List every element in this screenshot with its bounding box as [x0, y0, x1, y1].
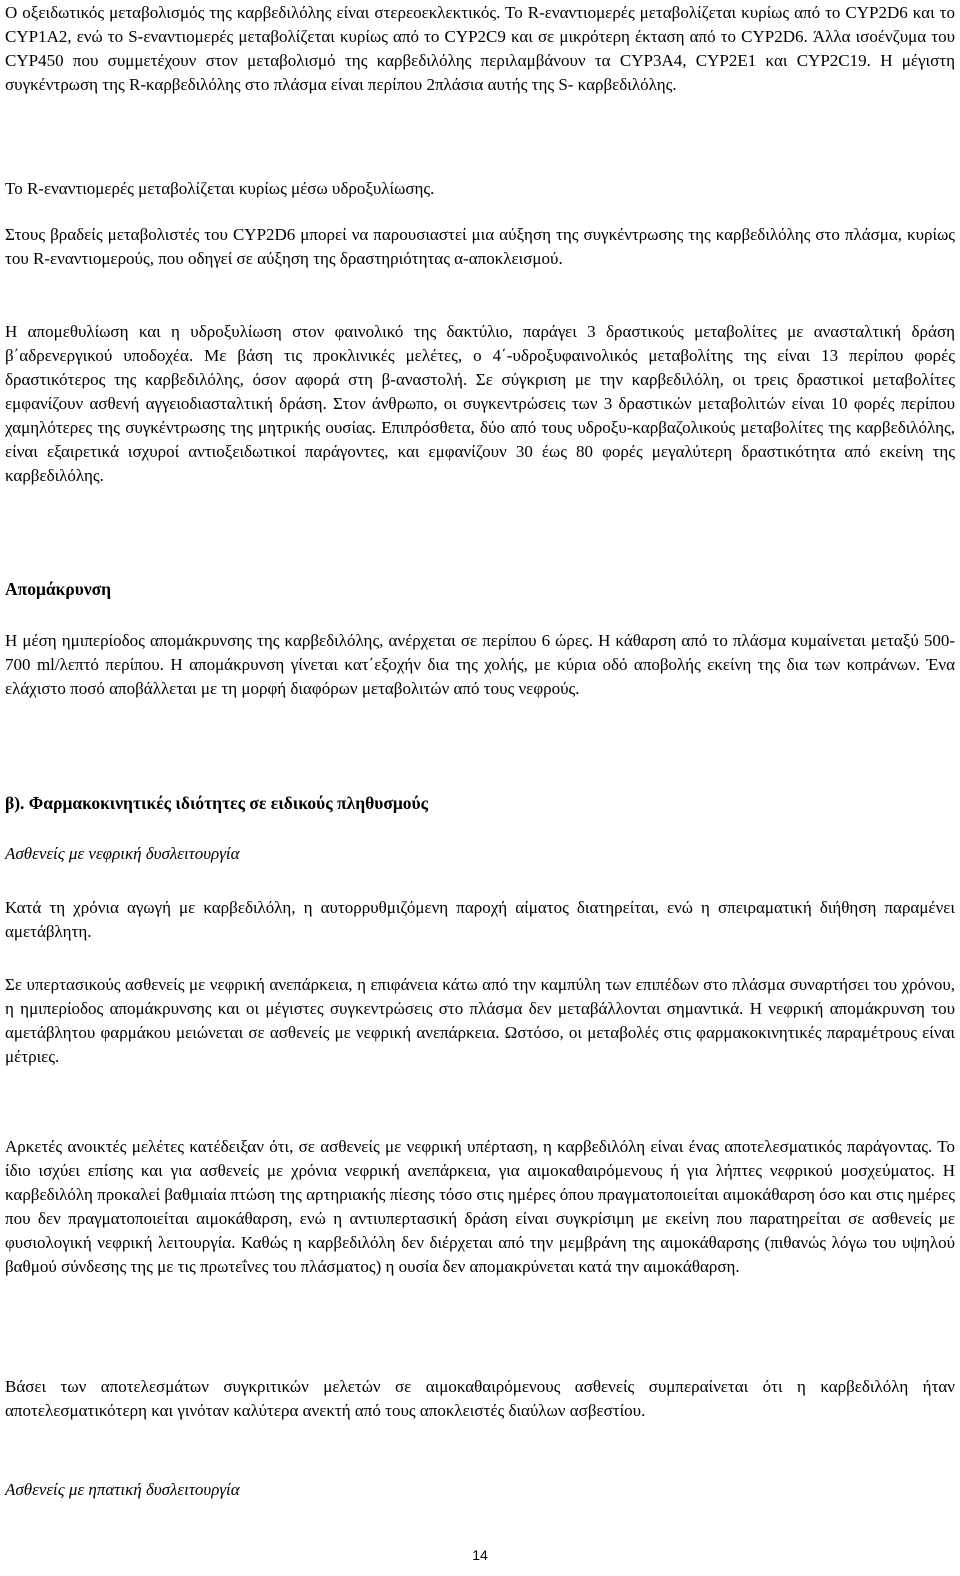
heading-elimination: Απομάκρυνση: [5, 579, 112, 599]
subheading-renal-impairment: Ασθενείς με νεφρική δυσλειτουργία: [5, 844, 240, 863]
paragraph-open-studies: Αρκετές ανοικτές μελέτες κατέδειξαν ότι, σε ασθενείς με νεφρική υπέρταση, η καρβεδιλόλη είναι ένας αποτελεσματικός παράγοντας. Το ίδιο ισχύει επίσης και για ασθενείς με χρόνια νεφρική ανεπάρκεια, για αιμοκαθαιρόμενους ή για λήπτες νεφρικού μοσχεύματος. Η καρβεδιλόλη προκαλεί βαθμιαία πτώση της αρτηριακής πίεσης τόσο στις ημέρες όπου πραγματοποιείται αιμοκάθαρση όσο και στις ημέρες που δεν πραγματοποιείται αιμοκάθαρση, ενώ η αντιυπερτασική δράση είναι συγκρίσιμη με εκείνη που παρατηρείται σε ασθενείς με φυσιολογική νεφρική λειτουργία. Καθώς η καρβεδιλόλη δεν διέρχεται από την μεμβράνη της αιμοκάθαρσης (πιθανώς λόγω του υψηλού βαθμού σύνδεσης της με τις πρωτεΐνες του πλάσματος) η ουσία δεν απομακρύνεται κατά την αιμοκάθαρση.: [5, 1137, 955, 1276]
heading-special-populations: β). Φαρμακοκινητικές ιδιότητες σε ειδικούς πληθυσμούς: [5, 793, 428, 813]
paragraph-comparative-studies: Βάσει των αποτελεσμάτων συγκριτικών μελετών σε αιμοκαθαιρόμενους ασθενείς συμπεραίνεται ότι η καρβεδιλόλη ήταν αποτελεσματικότερη και γινόταν καλύτερα ανεκτή από τους αποκλειστές διαύλων ασβεστίου.: [5, 1377, 955, 1420]
paragraph-chronic-treatment: Κατά τη χρόνια αγωγή με καρβεδιλόλη, η αυτορρυθμιζόμενη παροχή αίματος διατηρείται, ενώ η σπειραματική διήθηση παραμένει αμετάβλητη.: [5, 898, 955, 941]
subheading-hepatic-impairment: Ασθενείς με ηπατική δυσλειτουργία: [5, 1480, 240, 1499]
paragraph-hypertensive-renal-failure: Σε υπερτασικούς ασθενείς με νεφρική ανεπάρκεια, η επιφάνεια κάτω από την καμπύλη των επιπέδων στο πλάσμα συναρτήσει του χρόνου, η ημιπερίοδος απομάκρυνσης και οι μέγιστες συγκεντρώσεις στο πλάσμα δεν μεταβάλλονται σημαντικά. Η νεφρική απομάκρυνση του αμετάβλητου φαρμάκου μειώνεται σε ασθενείς με νεφρική ανεπάρκεια. Ωστόσο, οι μεταβολές στις φαρμακοκινητικές παραμέτρους είναι μέτριες.: [5, 975, 955, 1066]
paragraph-poor-metabolizers: Στους βραδείς μεταβολιστές του CYP2D6 μπορεί να παρουσιαστεί μια αύξηση της συγκέντρωσης της καρβεδιλόλης στο πλάσμα, κυρίως του R-εναντιομερούς, που οδηγεί σε αύξηση της δραστηριότητας α-αποκλεισμού.: [5, 225, 955, 268]
paragraph-elimination: Η μέση ημιπερίοδος απομάκρυνσης της καρβεδιλόλης, ανέρχεται σε περίπου 6 ώρες. Η κάθαρση από το πλάσμα κυμαίνεται μεταξύ 500-700 ml/λεπτό περίπου. Η απομάκρυνση γίνεται κατ΄εξοχήν δια της χολής, με κύρια οδό αποβολής εκείνη της δια των κοπράνων. Ένα ελάχιστο ποσό αποβάλλεται με τη μορφή διαφόρων μεταβολιτών από τους νεφρούς.: [5, 631, 955, 698]
page-number: 14: [472, 1547, 488, 1563]
paragraph-stereoselective-metabolism: Ο οξειδωτικός μεταβολισμός της καρβεδιλόλης είναι στερεοεκλεκτικός. Το R-εναντιομερές μεταβολίζεται κυρίως από το CYP2D6 και το CYP1A2, ενώ το S-εναντιομερές μεταβολίζεται κυρίως από το CYP2C9 και σε μικρότερη έκταση από το CYP2D6. Άλλα ισοένζυμα του CYP450 που συμμετέχουν στον μεταβολισμό της καρβεδιλόλης περιλαμβάνουν τα CYP3A4, CYP2E1 και CYP2C19. Η μέγιστη συγκέντρωση της R-καρβεδιλόλης στο πλάσμα είναι περίπου 2πλάσια αυτής της S- καρβεδιλόλης.: [5, 3, 955, 94]
paragraph-hydroxylation: Το R-εναντιομερές μεταβολίζεται κυρίως μέσω υδροξυλίωσης.: [5, 179, 435, 198]
paragraph-active-metabolites: Η απομεθυλίωση και η υδροξυλίωση στον φαινολικό της δακτύλιο, παράγει 3 δραστικούς μεταβολίτες με ανασταλτική δράση β΄αδρενεργικού υποδοχέα. Με βάση τις προκλινικές μελέτες, ο 4΄-υδροξυφαινολικός μεταβολίτης της είναι 13 περίπου φορές δραστικότερος της καρβεδιλόλης, όσον αφορά στη β-αναστολή. Σε σύγκριση με την καρβεδιλόλη, οι τρεις δραστικοί μεταβολίτες εμφανίζουν ασθενή αγγειοδιασταλτική δράση. Στον άνθρωπο, οι συγκεντρώσεις των 3 δραστικών μεταβολιτών είναι 10 φορές περίπου χαμηλότερες της συγκέντρωσης της μητρικής ουσίας. Επιπρόσθετα, δύο από τους υδροξυ-καρβαζολικούς μεταβολίτες της καρβεδιλόλης, είναι εξαιρετικά ισχυροί αντιοξειδωτικοί παράγοντες, και εμφανίζουν 30 έως 80 φορές μεγαλύτερη δραστικότητα από εκείνη της καρβεδιλόλης.: [5, 322, 955, 485]
